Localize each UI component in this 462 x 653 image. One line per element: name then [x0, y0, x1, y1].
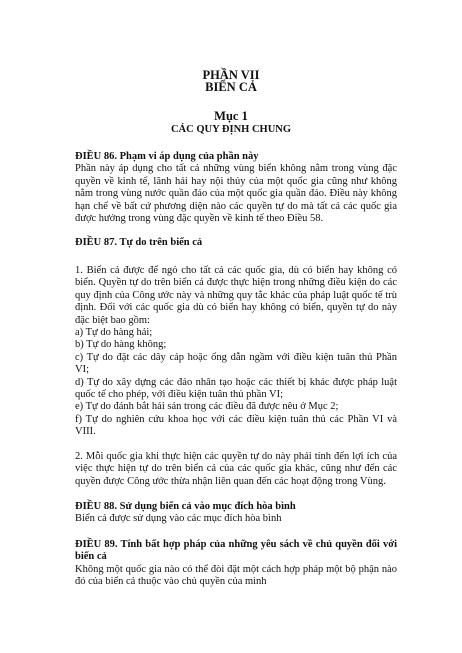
article-87-item: VI; [75, 364, 89, 376]
article-87-p1-line: biển. Quyền tự do trên biển cả được thực hiện trong những điều kiện do các [75, 277, 397, 289]
article-87-item: d) Tự do xây dựng các đảo nhân tạo hoặc các thiết bị khác được pháp luật [75, 376, 397, 388]
article-89-heading: biển cả [75, 551, 107, 563]
article-87-heading-block [75, 237, 397, 249]
article-87-p2-line: quyền được Công ước thừa nhận liên quan đến các hoạt động trong Vùng. [75, 475, 386, 487]
article-87-p1-line: đặc biệt bao gồm: [75, 314, 150, 326]
article-87-heading: ĐIỀU 87. Tự do trên biển cả [75, 237, 203, 248]
article-88-heading: ĐIỀU 88. Sử dụng biển cả vào mục đích hòa bình [75, 501, 296, 512]
article-87-paragraph-2 [75, 451, 397, 488]
article-87-p1-line: 1. Biển cả được để ngỏ cho tất cả các quốc gia, dù có biển hay không có [75, 265, 397, 276]
section-title: Mục 1 [214, 109, 248, 123]
section-subtitle: CÁC QUY ĐỊNH CHUNG [170, 124, 292, 135]
article-87-paragraph-1 [75, 265, 397, 439]
article-87-item: c) Tự do đặt các dây cáp hoặc ống dẫn ngầm với điều kiện tuân thủ Phần [75, 351, 397, 363]
article-86-heading: ĐIỀU 86. Phạm vi áp dụng của phần này [75, 151, 259, 162]
part-subtitle: BIỂN CẢ [205, 80, 257, 94]
article-88 [75, 501, 397, 526]
article-87-item: a) Tự do hàng hải; [75, 327, 153, 339]
article-86-line: hạn chế về bất cứ phương diện nào các quyền tự do mà tất cả các quốc gia [75, 200, 397, 212]
article-89-line: Không một quốc gia nào có thể đòi đặt một cách hợp pháp một bộ phận nào [75, 563, 397, 575]
article-87-p1-line: định. Đối với các quốc gia dù có biển hay không có biển, quyền tự do này [75, 302, 397, 314]
part-title: PHẦN VII [202, 68, 260, 82]
article-87-p1-line: quy định của Công ước này và những quy tắc khác của pháp luật quốc tế trù [75, 289, 397, 301]
article-86-line: Phần này áp dụng cho tất cả những vùng biển không nằm trong vùng đặc [75, 163, 397, 175]
article-89-heading: ĐIỀU 89. Tính bất hợp pháp của những yêu sách về chủ quyền đối với [75, 539, 397, 550]
article-86-line: nằm trong vùng nước quần đảo của một quốc gia quần đảo. Điều này không [75, 188, 397, 200]
article-86-line: được hưởng trong vùng đặc quyền về kinh tế theo Điều 58. [75, 213, 324, 225]
article-88-text: Biển cả được sử dụng vào các mục đích hòa bình [75, 513, 282, 525]
article-87-p2-line: 2. Mỗi quốc gia khi thực hiện các quyền tự do này phải tính đến lợi ích của [75, 451, 397, 462]
article-89 [75, 539, 397, 589]
article-87-item: quốc tế cho phép, với điều kiện tuân thủ phần VI; [75, 389, 284, 401]
article-87-item: f) Tự do nghiên cứu khoa học với các điều kiện tuân thủ các Phần VI và [75, 413, 397, 425]
article-86-line: quyền về kinh tế, lãnh hải hay nội thủy của một quốc gia cũng như không [75, 175, 397, 187]
article-86 [75, 151, 397, 225]
article-87-item: e) Tự do đánh bắt hải sản trong các điều đã được nêu ở Mục 2; [75, 401, 339, 413]
article-87-p2-line: việc thực hiện tự do trên biển cả của các quốc gia khác, cũng như đến các [75, 463, 397, 475]
article-87-item: b) Tự do hàng không; [75, 339, 167, 351]
article-89-line: đó của biển cả thuộc vào chủ quyền của mình [75, 576, 267, 588]
article-87-item: VIII. [75, 426, 96, 438]
